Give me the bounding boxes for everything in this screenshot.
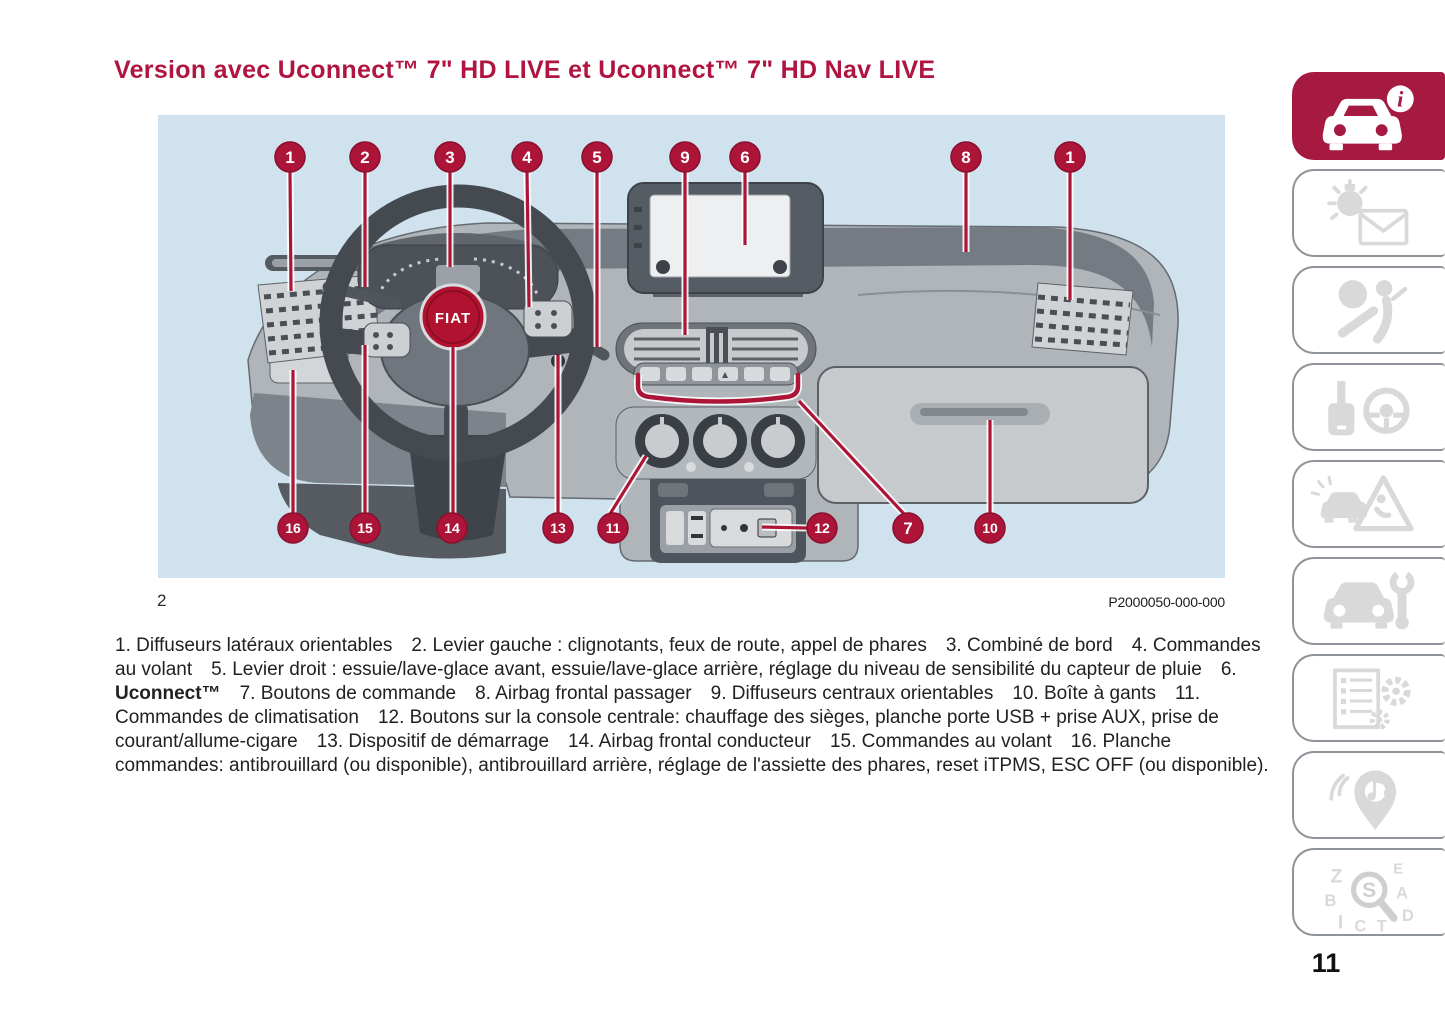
figure-number: 2 bbox=[157, 591, 167, 610]
figure-legend: 1. Diffuseurs latéraux orientables 2. Levier gauche : clignotants, feux de route, appel de phares 3. Combiné de bord 4. Commandes au volant 5. Levier droit : essuie/lave-glace avant, essuie/lave-glace arrière, réglage du niveau de sensibilité du capteur de pluie 6. Uconnect™ 7. Boutons de commande 8. Airbag frontal passager 9. Diffuseurs centraux orientables 10. Boîte à gants 11. Commandes de climatisation 12. Boutons sur la console centrale: chauffage des sièges, planche porte USB + prise AUX, prise de courant/allume-cigare 13. Dispositif de démarrage 14. Airbag frontal conducteur 15. Commandes au volant 16. Planche commandes: antibrouillard (ou disponible), antibrouillard arrière, réglage de l'assiette des phares, reset iTPMS, ESC OFF (ou disponible). bbox=[115, 635, 1269, 776]
tab-safety[interactable] bbox=[1292, 266, 1445, 354]
dashboard-figure bbox=[158, 115, 1225, 578]
svg-text:16: 16 bbox=[285, 520, 301, 536]
svg-text:3: 3 bbox=[445, 148, 455, 167]
svg-text:S: S bbox=[1361, 879, 1376, 903]
svg-text:1: 1 bbox=[285, 148, 295, 167]
svg-text:5: 5 bbox=[592, 148, 602, 167]
car-info-icon bbox=[1310, 75, 1428, 157]
tab-starting-driving[interactable] bbox=[1292, 363, 1445, 451]
section-tab-bar bbox=[1292, 72, 1445, 945]
svg-text:FIAT: FIAT bbox=[434, 310, 472, 327]
svg-text:Z: Z bbox=[1329, 865, 1342, 888]
svg-text:11: 11 bbox=[605, 520, 621, 536]
svg-text:2: 2 bbox=[360, 148, 370, 167]
tab-emergency[interactable] bbox=[1292, 460, 1445, 548]
warning-light-message-icon bbox=[1311, 172, 1429, 254]
svg-text:A: A bbox=[1395, 884, 1408, 903]
svg-text:i: i bbox=[1396, 86, 1403, 112]
tab-vehicle-info[interactable] bbox=[1292, 72, 1445, 160]
svg-text:B: B bbox=[1324, 892, 1336, 911]
breakdown-triangle-icon bbox=[1311, 463, 1429, 545]
svg-text:I: I bbox=[1337, 911, 1343, 933]
svg-text:6: 6 bbox=[740, 148, 750, 167]
dashboard-illustration bbox=[158, 115, 1225, 578]
svg-text:8: 8 bbox=[961, 148, 971, 167]
figure-part-code: P2000050-000-000 bbox=[1108, 594, 1225, 610]
nav-pin-music-icon bbox=[1311, 754, 1429, 836]
svg-text:D: D bbox=[1401, 907, 1414, 926]
tab-multimedia[interactable] bbox=[1292, 751, 1445, 839]
svg-text:7: 7 bbox=[903, 519, 913, 538]
page-number: 11 bbox=[1311, 948, 1341, 978]
svg-text:E: E bbox=[1392, 861, 1403, 878]
svg-text:4: 4 bbox=[522, 148, 532, 167]
svg-text:9: 9 bbox=[680, 148, 690, 167]
tab-technical-data[interactable] bbox=[1292, 654, 1445, 742]
tab-index[interactable] bbox=[1292, 848, 1445, 936]
svg-text:C: C bbox=[1353, 917, 1366, 933]
tab-maintenance[interactable] bbox=[1292, 557, 1445, 645]
glovebox bbox=[818, 367, 1148, 503]
svg-text:12: 12 bbox=[814, 520, 830, 536]
right-side-vent bbox=[1032, 283, 1133, 355]
climate-controls bbox=[616, 407, 816, 479]
svg-text:13: 13 bbox=[550, 520, 566, 536]
uconnect-screen bbox=[628, 183, 823, 297]
svg-text:15: 15 bbox=[357, 520, 373, 536]
svg-text:14: 14 bbox=[444, 520, 460, 536]
car-wrench-icon bbox=[1311, 560, 1429, 642]
center-console bbox=[650, 479, 806, 563]
seatbelt-airbag-icon bbox=[1311, 269, 1429, 351]
svg-text:T: T bbox=[1376, 917, 1387, 933]
svg-text:1: 1 bbox=[1065, 148, 1075, 167]
page-title: Version avec Uconnect™ 7" HD LIVE et Uconnect™ 7" HD Nav LIVE bbox=[114, 56, 936, 84]
index-search-icon bbox=[1311, 851, 1429, 933]
fiat-badge bbox=[421, 285, 485, 349]
command-buttons bbox=[634, 363, 798, 385]
key-steering-wheel-icon bbox=[1311, 366, 1429, 448]
svg-text:10: 10 bbox=[982, 520, 998, 536]
tab-warning-lights-messages[interactable] bbox=[1292, 169, 1445, 257]
spec-sheet-gears-icon bbox=[1311, 657, 1429, 739]
